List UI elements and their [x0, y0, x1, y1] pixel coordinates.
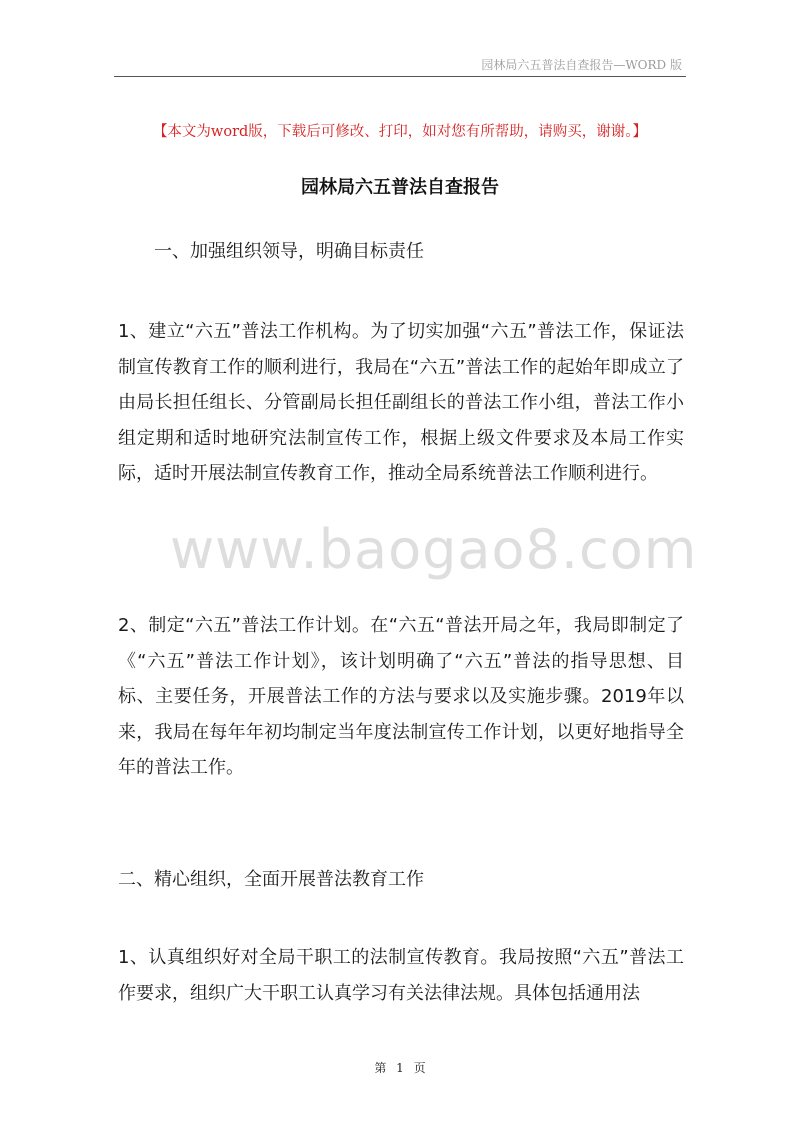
section-heading-2: 二、精心组织，全面开展普法教育工作 — [118, 869, 424, 890]
paragraph-1-2: 2、制定“六五”普法工作计划。在“六五“普法开局之年，我局即制定了《“六五”普法工作计划》，该计划明确了“六五”普法的指导思想、目标、主要任务，开展普法工作的方法与要求以及实施步骤。2019年以来，我局在每年年初均制定当年度法制宣传工作计划，以更好地指导全年的普法工作。 — [118, 615, 684, 778]
page-number: 1 — [396, 1061, 404, 1075]
header-divider — [114, 76, 686, 77]
footer-prefix: 第 — [374, 1061, 387, 1075]
footer-suffix: 页 — [413, 1061, 426, 1075]
paragraph-2-1: 1、认真组织好对全局干职工的法制宣传教育。我局按照“六五”普法工作要求，组织广大干职工认真学习有关法律法规。具体包括通用法 — [118, 947, 684, 1004]
page-footer — [0, 1059, 800, 1076]
document-title: 园林局六五普法自查报告 — [301, 177, 499, 198]
running-header: 园林局六五普法自查报告—WORD 版 — [481, 58, 682, 72]
download-notice: 【本文为word版，下载后可修改、打印，如对您有所帮助，请购买，谢谢。】 — [152, 124, 648, 140]
watermark: www.baogao8.com — [170, 518, 698, 581]
paragraph-1-1: 1、建立“六五”普法工作机构。为了切实加强“六五”普法工作，保证法制宣传教育工作的顺利进行，我局在“六五”普法工作的起始年即成立了由局长担任组长、分管副局长担任副组长的普法工作小组，普法工作小组定期和适时地研究法制宣传工作，根据上级文件要求及本局工作实际，适时开展法制宣传教育工作，推动全局系统普法工作顺利进行。 — [118, 321, 684, 484]
section-heading-1: 一、加强组织领导，明确目标责任 — [154, 241, 424, 262]
